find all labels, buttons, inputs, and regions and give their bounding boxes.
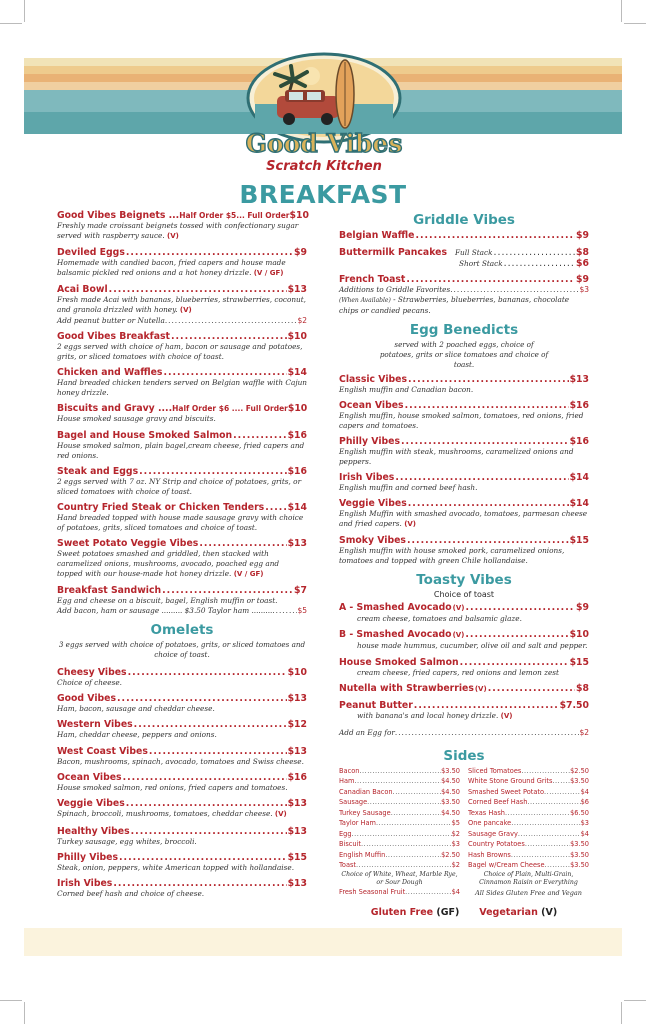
menu-item	[57, 772, 307, 793]
sides-table	[339, 766, 589, 898]
item-price: $10	[287, 331, 307, 343]
item-description: English muffin, house smoked salmon, tomatoes, red onions, fried capers and tomatoes.	[339, 410, 584, 430]
item-price: $10	[287, 403, 308, 415]
side-row	[339, 850, 460, 861]
gf-key: (GF)	[436, 907, 460, 919]
item-name: Chicken and Waffles	[57, 367, 163, 379]
item-name: Acai Bowl	[57, 284, 108, 296]
side-price: $4.50	[441, 808, 460, 817]
item-name: Sweet Potato Veggie Vibes	[57, 538, 199, 550]
item-description: cream cheese, tomatoes and balsamic glaze.	[357, 614, 522, 624]
item-name: B - Smashed Avocado	[339, 629, 452, 641]
sides-col-left	[339, 766, 460, 898]
menu-item	[57, 367, 307, 398]
additions-price: $3	[579, 285, 589, 294]
item-description: House smoked salmon, plain bagel,cream cheese, fried capers and red onions.	[57, 440, 305, 460]
item-name: Irish Vibes	[339, 472, 395, 484]
item-price: $14	[287, 501, 307, 513]
additions-label: Additions to Griddle Favorites	[339, 285, 451, 294]
item-price: $14	[569, 498, 589, 510]
diet-mark: (V)	[274, 810, 287, 819]
menu-item	[57, 403, 307, 424]
omelets-subtitle: 3 eggs served with choice of potatoes, grits, or sliced tomatoes and choice of toast.	[58, 639, 306, 659]
item-price: $6	[576, 257, 589, 269]
side-name: Canadian Bacon	[339, 787, 393, 796]
item-name: Healthy Vibes	[57, 825, 130, 837]
item-name: Country Fried Steak or Chicken Tenders	[57, 501, 265, 513]
item-description: English muffin with steak, mushrooms, caramelized onions and peppers.	[339, 446, 574, 466]
item-addon: Add bacon, ham or sausage ......... $3.50 Taylor ham .........	[57, 605, 273, 615]
side-price: $3.50	[570, 850, 589, 859]
item-price: $13	[287, 825, 307, 837]
side-price: $3.50	[441, 766, 460, 775]
item-price: $13	[287, 538, 307, 550]
item-price: $16	[287, 429, 307, 441]
side-row	[339, 860, 460, 871]
side-name: White Stone Ground Grits	[468, 777, 553, 786]
item-name: A - Smashed Avocado	[339, 602, 452, 614]
crop-mark	[24, 1002, 25, 1024]
side-row	[468, 787, 589, 798]
side-price: $3	[451, 840, 460, 849]
item-name: Good Vibes Breakfast	[57, 331, 170, 343]
add-egg-price: $2	[579, 727, 589, 737]
good-vibes-logo	[241, 52, 407, 180]
svg-text:Good Vibes: Good Vibes	[245, 129, 403, 158]
diet-mark: (V / GF)	[253, 268, 284, 277]
crop-mark	[24, 0, 25, 22]
side-name: Country Potatoes	[468, 840, 525, 849]
diet-mark: (V)	[404, 520, 417, 529]
item-price: $10	[289, 210, 309, 221]
menu-item	[339, 657, 589, 678]
side-price: $3	[580, 819, 589, 828]
page-title: BREAKFAST	[239, 180, 407, 209]
full-stack-label: Full Stack	[454, 247, 493, 257]
when-available: (When Available)	[339, 297, 391, 304]
menu-item	[339, 472, 589, 493]
item-name: House Smoked Salmon	[339, 656, 459, 668]
item-name: Bagel and House Smoked Salmon	[57, 429, 233, 441]
side-price: $4.50	[441, 787, 460, 796]
crop-mark	[0, 23, 22, 24]
side-name: Corned Beef Hash	[468, 798, 528, 807]
side-price: $3.50	[441, 798, 460, 807]
item-price: $15	[569, 656, 589, 668]
item-description: with banana's and local honey drizzle.	[357, 711, 499, 721]
item-name: Veggie Vibes	[57, 798, 125, 810]
item-description: cream cheese, fried capers, red onions and lemon zest	[357, 667, 559, 677]
side-name: Bacon	[339, 766, 360, 775]
item-description: House smoked salmon, red onions, fried capers and tomatoes.	[57, 782, 288, 792]
add-egg-label: Add an Egg for	[339, 727, 395, 737]
side-row	[339, 808, 460, 819]
item-price: $16	[569, 435, 589, 447]
side-row	[468, 818, 589, 829]
menu-item	[57, 331, 307, 362]
item-name: Smoky Vibes	[339, 535, 406, 547]
item-price: $13	[287, 693, 307, 705]
left-column	[57, 210, 307, 904]
side-row	[468, 829, 589, 840]
item-description: Ham, bacon, sausage and cheddar cheese.	[57, 704, 215, 714]
item-description: house made hummus, cucumber, olive oil and salt and pepper.	[357, 641, 588, 651]
item-name: Belgian Waffle	[339, 230, 415, 241]
menu-item	[339, 683, 589, 695]
side-name: English Muffin	[339, 850, 386, 859]
menu-item	[57, 852, 307, 873]
toasty-heading: Toasty Vibes	[416, 572, 512, 589]
menu-item	[57, 719, 307, 740]
diet-mark: (V)	[167, 231, 179, 240]
item-name: Veggie Vibes	[339, 498, 407, 510]
item-price: $15	[287, 851, 307, 863]
crop-mark	[621, 0, 622, 22]
side-name: Hash Browns	[468, 850, 511, 859]
diet-mark: (V)	[474, 684, 487, 693]
item-price: $13	[287, 284, 307, 296]
diet-mark: (V)	[500, 712, 513, 721]
item-price: $7.50	[559, 700, 589, 712]
side-name: Sliced Tomatoes	[468, 766, 522, 775]
side-name: Taylor Ham	[339, 819, 376, 828]
item-description: Bacon, mushrooms, spinach, avocado, tomatoes and Swiss cheese.	[57, 756, 304, 766]
side-row	[468, 797, 589, 808]
item-description: 2 eggs served with choice of ham, bacon or sausage and potatoes, grits, or sliced tomatoes with choice of toast.	[57, 342, 303, 362]
item-name: Philly Vibes	[339, 435, 401, 447]
menu-item	[57, 538, 307, 579]
item-price: $10	[569, 629, 589, 641]
short-stack-label: Short Stack	[459, 258, 503, 268]
surfboard-icon	[336, 60, 354, 128]
side-name: Smashed Sweet Potato	[468, 787, 544, 796]
diet-legend	[339, 907, 589, 918]
side-row	[468, 839, 589, 850]
benedicts-heading: Egg Benedicts	[409, 321, 519, 338]
side-price: $4	[451, 887, 460, 896]
menu-item	[339, 400, 589, 431]
side-price: $2	[451, 829, 460, 838]
item-description: English Muffin with smashed avocado, tomatoes, parmesan cheese and fried capers.	[339, 509, 588, 529]
item-price: $8	[576, 682, 589, 694]
toast-note: Choice of White, Wheat, Marble Rye, or Sour Dough	[341, 870, 458, 886]
item-description: English muffin and corned beef hash.	[339, 483, 478, 493]
item-name: Biscuits and Gravy ....	[57, 403, 173, 415]
menu-item	[339, 374, 589, 395]
crop-mark	[624, 23, 646, 24]
side-price: $2.50	[441, 850, 460, 859]
item-price: $14	[287, 367, 307, 379]
side-name: Toast	[339, 861, 357, 870]
item-portion: Half Order $5... Full Order	[179, 211, 290, 220]
item-price: $9	[576, 602, 589, 614]
item-price: $13	[287, 878, 307, 890]
item-name: Classic Vibes	[339, 373, 407, 385]
item-price: $7	[294, 584, 307, 596]
side-row	[339, 766, 460, 777]
side-row	[468, 766, 589, 777]
item-addon-price: $2	[297, 315, 307, 325]
side-row	[468, 860, 589, 871]
side-row	[468, 850, 589, 861]
menu-item	[57, 826, 307, 847]
diet-mark: (V / GF)	[233, 569, 264, 578]
side-row	[468, 808, 589, 819]
v-key: (V)	[541, 907, 558, 919]
right-column	[339, 210, 589, 918]
sides-col-right	[468, 766, 589, 898]
side-name: Ham	[339, 777, 355, 786]
side-name: Biscuit	[339, 840, 362, 849]
item-price: $10	[287, 666, 307, 678]
item-name: French Toast	[339, 274, 406, 285]
menu-item	[57, 247, 307, 279]
benedicts-list	[339, 374, 589, 566]
menu-item	[57, 430, 307, 461]
menu-item	[57, 693, 307, 714]
side-row	[339, 839, 460, 850]
item-name: Deviled Eggs	[57, 247, 125, 259]
menu-item	[57, 466, 307, 497]
diet-mark: (V)	[179, 305, 192, 314]
item-description: English muffin with house smoked pork, caramelized onions, tomatoes and topped with green Chile hollandaise.	[339, 546, 565, 566]
item-price: $16	[569, 399, 589, 411]
menu-item	[57, 667, 307, 688]
menu-item	[339, 629, 589, 651]
menu-item	[339, 274, 589, 316]
item-name: Ocean Vibes	[339, 399, 404, 411]
diet-mark: (V)	[452, 604, 465, 613]
toasty-list	[339, 602, 589, 722]
menu-item	[339, 535, 589, 566]
item-name: Buttermilk Pancakes	[339, 246, 447, 258]
item-addon: Add peanut butter or Nutella	[57, 315, 165, 325]
side-price: $6	[580, 798, 589, 807]
v-label: Vegetarian	[479, 907, 538, 919]
item-description: Fresh made Acai with bananas, blueberries, strawberries, coconut, and granola drizzled with honey.	[57, 295, 307, 314]
side-price: $3.50	[570, 840, 589, 849]
item-description: Spinach, broccoli, mushrooms, tomatoes, cheddar cheese.	[57, 809, 273, 819]
menu-item	[57, 284, 307, 326]
side-price: $4	[580, 829, 589, 838]
sides-footnote: All Sides Gluten Free and Vegan	[475, 888, 582, 897]
menu-item	[339, 700, 589, 722]
omelets-list	[57, 667, 307, 899]
item-description: House smoked sausage gravy and biscuits.	[57, 414, 216, 424]
side-row	[339, 818, 460, 829]
item-price: $13	[287, 798, 307, 810]
breakfast-list	[57, 210, 307, 616]
item-name: Good Vibes Beignets ...	[57, 210, 180, 221]
menu-item	[57, 210, 307, 242]
side-price: $3.50	[570, 861, 589, 870]
item-description: Hand breaded chicken tenders served on Belgian waffle with Cajun honey drizzle.	[57, 378, 308, 398]
item-price: $16	[287, 465, 307, 477]
item-name: West Coast Vibes	[57, 745, 148, 757]
griddle-heading: Griddle Vibes	[413, 212, 515, 228]
side-row	[339, 829, 460, 840]
side-price: $6.50	[570, 808, 589, 817]
side-row	[468, 776, 589, 787]
item-name: Nutella with Strawberries	[339, 682, 474, 694]
item-name: Ocean Vibes	[57, 771, 122, 783]
side-name: Sausage Gravy	[468, 829, 518, 838]
toasty-subtitle: Choice of toast	[433, 590, 495, 600]
additions-list: - Strawberries, blueberries, bananas, chocolate chips or candied pecans.	[339, 295, 570, 315]
side-row	[339, 776, 460, 787]
item-price: $13	[569, 373, 589, 385]
item-description: Steak, onion, peppers, white American topped with hollandaise.	[57, 862, 295, 872]
side-row	[339, 797, 460, 808]
sides-heading: Sides	[443, 747, 485, 764]
menu-item	[339, 230, 589, 241]
menu-item	[339, 498, 589, 530]
side-price: $3.50	[570, 777, 589, 786]
item-price: $8	[576, 246, 589, 258]
item-price: $13	[287, 745, 307, 757]
benedicts-subtitle: served with 2 poached eggs, choice of potatoes, grits or slice tomatoes and choice of toast.	[379, 339, 549, 369]
side-price: $4	[580, 787, 589, 796]
highlight-band	[24, 928, 622, 956]
item-addon-price: $5	[297, 605, 307, 615]
diet-mark: (V)	[452, 631, 465, 640]
side-name: Sausage	[339, 798, 368, 807]
item-description: Homemade with candied bacon, fried capers and house made balsamic pickled red onions and a hot honey drizzle.	[57, 258, 286, 277]
crop-mark	[0, 1000, 22, 1001]
side-price: $5	[451, 819, 460, 828]
menu-item	[339, 436, 589, 467]
item-price: $9	[576, 274, 589, 285]
item-name: Steak and Eggs	[57, 465, 139, 477]
item-name: Breakfast Sandwich	[57, 584, 162, 596]
side-name: Fresh Seasonal Fruit	[339, 887, 406, 896]
menu-item	[57, 502, 307, 533]
item-description: Corned beef hash and choice of cheese.	[57, 889, 205, 899]
item-price: $16	[287, 771, 307, 783]
crop-mark	[621, 1002, 622, 1024]
bagel-note: Choice of Plain, Multi-Grain, Cinnamon Raisin or Everything	[479, 870, 578, 886]
item-description: 2 eggs served with 7 oz. NY Strip and choice of potatoes, grits, or sliced tomatoes with choice of toast.	[57, 476, 302, 496]
item-name: Irish Vibes	[57, 878, 113, 890]
menu-item	[57, 798, 307, 820]
gf-label: Gluten Free	[370, 907, 434, 919]
item-description: Turkey sausage, egg whites, broccoli.	[57, 836, 197, 846]
item-description: Ham, cheddar cheese, peppers and onions.	[57, 730, 217, 740]
item-price: $14	[569, 472, 589, 484]
menu-item	[339, 602, 589, 624]
item-description: Sweet potatoes smashed and griddled, then stacked with caramelized onions, mushrooms, avocado, poached egg and topped with our house-made hot honey drizzle.	[57, 549, 280, 578]
side-name: Turkey Sausage	[339, 808, 391, 817]
side-name: Texas Hash	[468, 808, 505, 817]
svg-text:Scratch Kitchen: Scratch Kitchen	[266, 159, 382, 174]
item-name: Good Vibes	[57, 693, 117, 705]
item-name: Philly Vibes	[57, 851, 119, 863]
item-description: Hand breaded topped with house made sausage gravy with choice of potatoes, grits, sliced tomatoes and choice of toast.	[57, 512, 304, 532]
side-name: One pancake	[468, 819, 512, 828]
menu-item	[339, 247, 589, 269]
item-description: Freshly made croissant beignets tossed with confectionary sugar served with raspberry sauce.	[57, 221, 299, 240]
side-name: Egg	[339, 829, 352, 838]
item-price: $12	[287, 719, 307, 731]
item-description: English muffin and Canadian bacon.	[339, 384, 474, 394]
item-price: $9	[294, 247, 307, 259]
side-price: $4.50	[441, 777, 460, 786]
item-price: $9	[576, 230, 589, 241]
menu-item	[57, 585, 307, 616]
item-description: Egg and cheese on a biscuit, bagel, English muffin or toast.	[57, 595, 278, 605]
side-name: Bagel w/Cream Cheese	[468, 861, 545, 870]
side-row	[339, 787, 460, 798]
item-price: $15	[569, 535, 589, 547]
item-description: Choice of cheese.	[57, 677, 122, 687]
item-name: Cheesy Vibes	[57, 666, 127, 678]
item-portion: Half Order $6 .... Full Order	[172, 404, 288, 414]
item-name: Peanut Butter	[339, 700, 413, 712]
crop-mark	[624, 1000, 646, 1001]
menu-item	[57, 878, 307, 899]
item-name: Western Vibes	[57, 719, 133, 731]
side-price: $2	[451, 861, 460, 870]
menu-item	[57, 746, 307, 767]
omelets-heading: Omelets	[150, 621, 214, 638]
side-price: $2.50	[570, 766, 589, 775]
